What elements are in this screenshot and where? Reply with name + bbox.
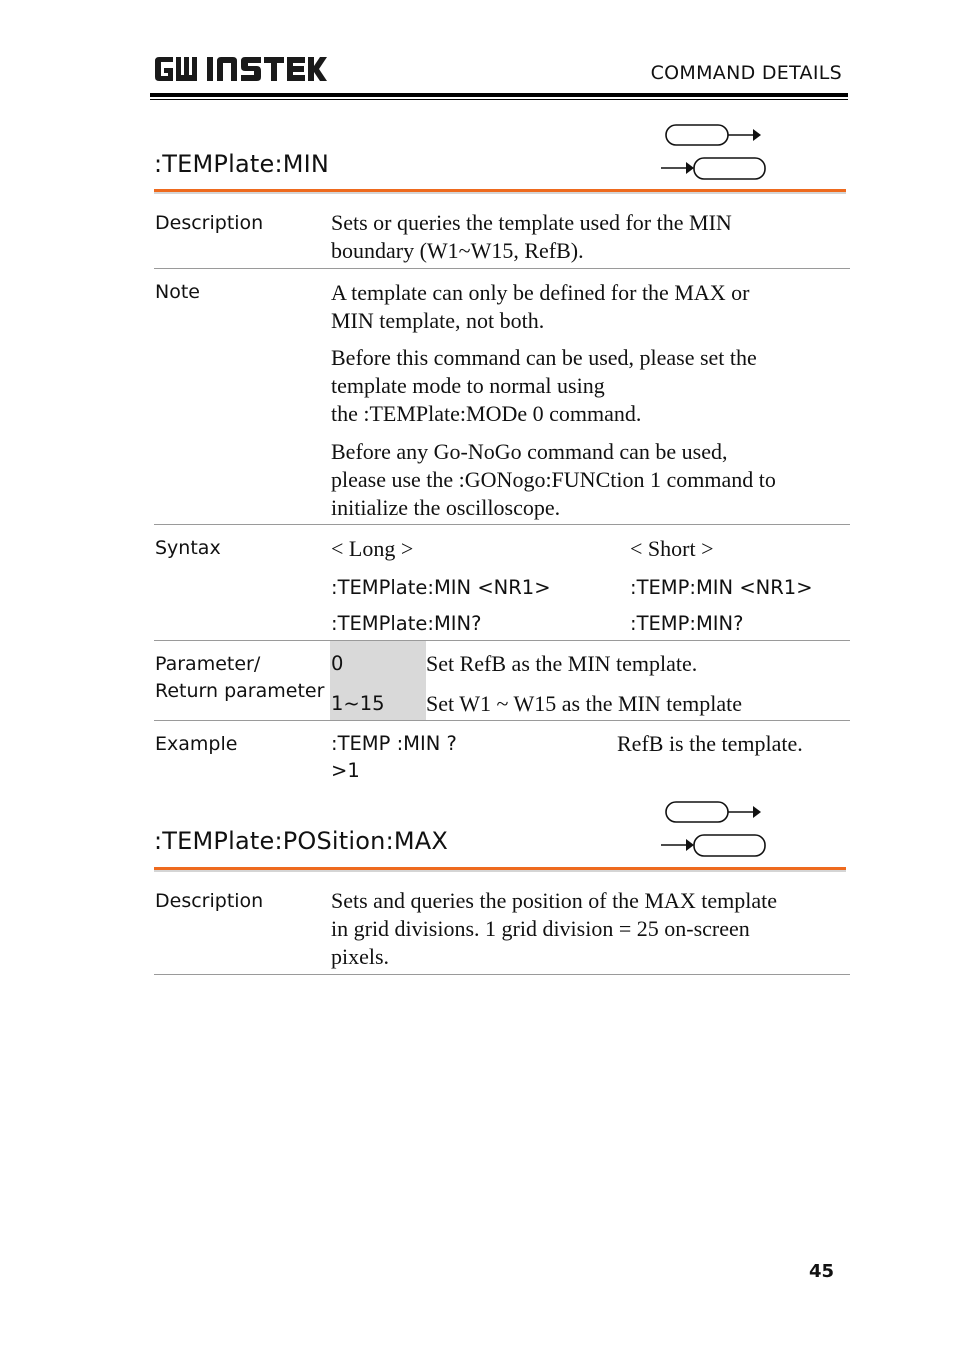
- note-label: Note: [155, 281, 200, 303]
- description-line: Sets or queries the template used for the MIN: [331, 210, 732, 235]
- title-underline-shadow: [154, 870, 846, 872]
- syntax-label: Syntax: [155, 537, 221, 559]
- gw-instek-logo: [153, 52, 328, 86]
- row-divider: [154, 974, 850, 975]
- section-header-title: COMMAND DETAILS: [650, 62, 842, 84]
- row-divider: [154, 640, 850, 641]
- query-command-icon: [661, 835, 765, 856]
- note-line: the :TEMPlate:MODe 0 command.: [331, 401, 642, 426]
- page-number: 45: [808, 1261, 834, 1282]
- description-line: in grid divisions. 1 grid division = 25 on-screen: [331, 916, 750, 941]
- command-title: :TEMPlate:POSition:MAX: [154, 827, 449, 855]
- note-line: Before this command can be used, please set the: [331, 345, 757, 370]
- description-line: Sets and queries the position of the MAX template: [331, 888, 778, 913]
- row-divider: [154, 268, 850, 269]
- note-paragraph-3: [331, 438, 846, 522]
- note-line: initialize the oscilloscope.: [331, 495, 561, 520]
- header-divider: [150, 93, 848, 97]
- note-paragraph-1: [331, 279, 846, 335]
- set-command-icon: [666, 125, 761, 145]
- parameter-label: [155, 651, 324, 705]
- syntax-short-header: < Short >: [630, 536, 714, 561]
- syntax-long-header: < Long >: [331, 536, 414, 561]
- parameter-description: Set W1 ~ W15 as the MIN template: [426, 691, 742, 716]
- note-line: template mode to normal using: [331, 373, 605, 398]
- parameter-value: 1~15: [331, 692, 385, 715]
- title-underline-shadow: [154, 192, 846, 194]
- parameter-value: 0: [331, 652, 344, 675]
- note-line: Before any Go-NoGo command can be used,: [331, 439, 728, 464]
- description-line: pixels.: [331, 944, 390, 969]
- parameter-label-line: Parameter/: [155, 653, 261, 675]
- syntax-long-set: :TEMPlate:MIN <NR1>: [331, 576, 551, 599]
- command-type-icons: [658, 122, 768, 182]
- description-line: boundary (W1~W15, RefB).: [331, 238, 584, 263]
- note-line: MIN template, not both.: [331, 308, 545, 333]
- row-divider: [154, 720, 850, 721]
- description-text: [331, 887, 846, 971]
- syntax-long-query: :TEMPlate:MIN?: [331, 612, 482, 635]
- command-title: :TEMPlate:MIN: [154, 150, 330, 178]
- description-text: [331, 209, 846, 265]
- parameter-label-line: Return parameter: [155, 680, 325, 702]
- set-command-icon: [666, 802, 761, 822]
- command-type-icons: [658, 799, 768, 859]
- example-description: RefB is the template.: [617, 731, 803, 756]
- note-line: A template can only be defined for the MAX or: [331, 280, 750, 305]
- description-label: Description: [155, 212, 264, 234]
- syntax-short-set: :TEMP:MIN <NR1>: [630, 576, 813, 599]
- query-command-icon: [661, 158, 765, 179]
- example-label: Example: [155, 733, 238, 755]
- note-paragraph-2: [331, 344, 846, 428]
- header-divider-thin: [150, 99, 848, 100]
- description-label: Description: [155, 890, 264, 912]
- parameter-description: Set RefB as the MIN template.: [426, 651, 698, 676]
- note-line: please use the :GONogo:FUNCtion 1 command to: [331, 467, 776, 492]
- syntax-short-query: :TEMP:MIN?: [630, 612, 744, 635]
- example-command: :TEMP :MIN ?: [331, 732, 457, 755]
- example-response: >1: [331, 759, 360, 782]
- row-divider: [154, 524, 850, 525]
